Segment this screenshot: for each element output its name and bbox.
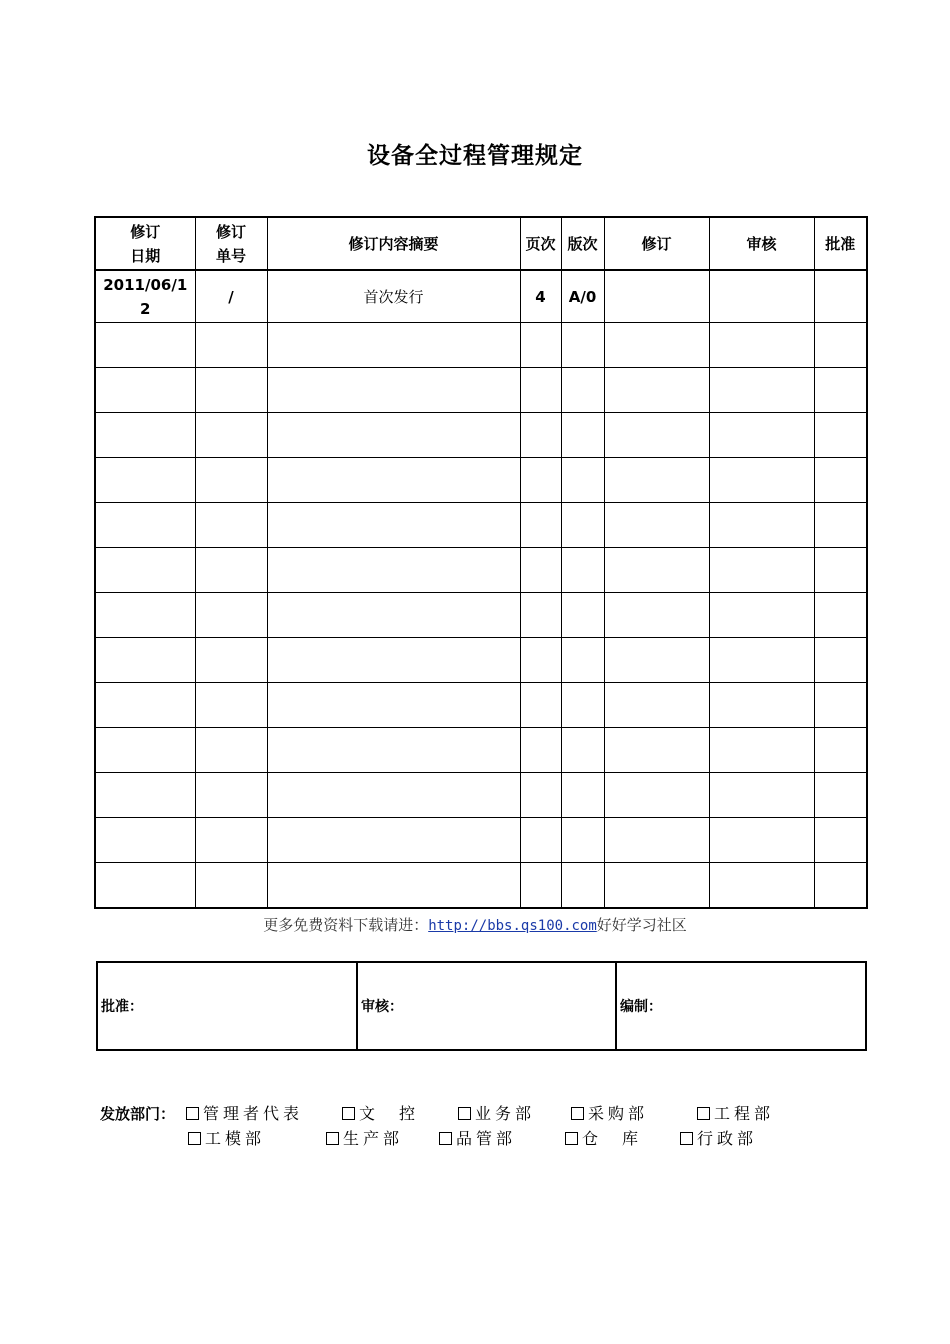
table-row <box>95 638 867 683</box>
empty-cell <box>814 323 867 368</box>
header-summary: 修订内容摘要 <box>267 217 520 270</box>
distribution-option-label: 工模部 <box>205 1129 266 1148</box>
cell-pages: 4 <box>520 270 561 323</box>
empty-cell <box>561 548 604 593</box>
sign-prepare: 编制： <box>616 962 866 1050</box>
table-row <box>95 773 867 818</box>
empty-cell <box>561 818 604 863</box>
empty-cell <box>195 773 267 818</box>
header-approve: 批准 <box>814 217 867 270</box>
empty-cell <box>814 728 867 773</box>
header-revise: 修订 <box>604 217 709 270</box>
empty-cell <box>95 503 195 548</box>
empty-cell <box>195 503 267 548</box>
empty-cell <box>814 368 867 413</box>
empty-cell <box>195 683 267 728</box>
empty-cell <box>520 548 561 593</box>
empty-cell <box>267 413 520 458</box>
distribution-option-label: 行政部 <box>697 1129 758 1148</box>
sign-review: 审核： <box>357 962 616 1050</box>
distribution-option-label: 管理者代表 <box>203 1104 304 1123</box>
empty-cell <box>604 863 709 909</box>
empty-cell <box>604 683 709 728</box>
empty-cell <box>195 368 267 413</box>
checkbox-icon[interactable] <box>697 1107 710 1120</box>
signature-table <box>96 961 867 1051</box>
checkbox-icon[interactable] <box>680 1132 693 1145</box>
distribution-option[interactable] <box>439 1126 516 1151</box>
empty-cell <box>95 548 195 593</box>
empty-cell <box>604 818 709 863</box>
empty-cell <box>709 368 814 413</box>
empty-cell <box>561 458 604 503</box>
empty-cell <box>95 593 195 638</box>
empty-cell <box>195 638 267 683</box>
empty-cell <box>561 413 604 458</box>
empty-cell <box>814 638 867 683</box>
empty-cell <box>267 548 520 593</box>
distribution-option[interactable] <box>342 1101 419 1126</box>
empty-cell <box>814 593 867 638</box>
checkbox-icon[interactable] <box>342 1107 355 1120</box>
empty-cell <box>267 773 520 818</box>
distribution-option[interactable] <box>571 1101 648 1126</box>
empty-cell <box>267 368 520 413</box>
empty-cell <box>267 458 520 503</box>
empty-cell <box>561 728 604 773</box>
cell-date: 2011/06/1 2 <box>95 270 195 323</box>
document-title: 设备全过程管理规定 <box>367 143 583 169</box>
table-row <box>95 818 867 863</box>
header-revision-number: 修订 单号 <box>195 217 267 270</box>
empty-cell <box>604 773 709 818</box>
empty-cell <box>520 413 561 458</box>
empty-cell <box>520 638 561 683</box>
distribution-option[interactable] <box>458 1101 535 1126</box>
distribution-option-label: 仓 库 <box>582 1129 643 1148</box>
empty-cell <box>520 683 561 728</box>
empty-cell <box>604 413 709 458</box>
empty-cell <box>95 773 195 818</box>
empty-cell <box>561 368 604 413</box>
empty-cell <box>709 503 814 548</box>
empty-cell <box>604 368 709 413</box>
distribution-option[interactable] <box>697 1101 774 1126</box>
distribution-option-label: 品管部 <box>456 1129 517 1148</box>
table-row <box>95 458 867 503</box>
distribution-option-label: 业务部 <box>475 1104 536 1123</box>
table-row <box>95 503 867 548</box>
empty-cell <box>267 818 520 863</box>
table-row <box>95 270 867 323</box>
header-pages: 页次 <box>520 217 561 270</box>
note-link[interactable]: http://bbs.qs100.com <box>428 918 597 934</box>
checkbox-icon[interactable] <box>565 1132 578 1145</box>
empty-cell <box>604 548 709 593</box>
download-note <box>0 914 950 935</box>
empty-cell <box>814 458 867 503</box>
distribution-option[interactable] <box>326 1126 403 1151</box>
empty-cell <box>709 458 814 503</box>
empty-cell <box>267 593 520 638</box>
empty-cell <box>195 548 267 593</box>
empty-cell <box>95 413 195 458</box>
empty-cell <box>561 593 604 638</box>
distribution-section <box>100 1101 175 1127</box>
header-revision-date: 修订 日期 <box>95 217 195 270</box>
empty-cell <box>604 323 709 368</box>
empty-cell <box>604 503 709 548</box>
empty-cell <box>709 728 814 773</box>
empty-cell <box>561 683 604 728</box>
empty-cell <box>267 323 520 368</box>
empty-cell <box>604 458 709 503</box>
empty-cell <box>709 638 814 683</box>
empty-cell <box>95 818 195 863</box>
empty-cell <box>709 413 814 458</box>
cell-version: A/0 <box>561 270 604 323</box>
empty-cell <box>709 548 814 593</box>
empty-cell <box>561 323 604 368</box>
empty-cell <box>520 458 561 503</box>
sign-approve: 批准： <box>97 962 357 1050</box>
empty-cell <box>195 413 267 458</box>
table-row <box>95 863 867 909</box>
empty-cell <box>814 503 867 548</box>
empty-cell <box>561 503 604 548</box>
empty-cell <box>814 413 867 458</box>
empty-cell <box>561 638 604 683</box>
empty-cell <box>195 863 267 909</box>
empty-cell <box>267 638 520 683</box>
distribution-option[interactable] <box>186 1101 303 1126</box>
empty-cell <box>604 728 709 773</box>
table-header-row <box>95 217 867 270</box>
empty-cell <box>520 593 561 638</box>
checkbox-icon[interactable] <box>439 1132 452 1145</box>
distribution-option-label: 工程部 <box>714 1104 775 1123</box>
empty-cell <box>267 683 520 728</box>
empty-cell <box>95 368 195 413</box>
empty-cell <box>195 458 267 503</box>
table-row <box>95 593 867 638</box>
distribution-option[interactable] <box>680 1126 757 1151</box>
cell-summary: 首次发行 <box>267 270 520 323</box>
empty-cell <box>195 593 267 638</box>
empty-cell <box>561 773 604 818</box>
empty-cell <box>604 638 709 683</box>
empty-cell <box>195 728 267 773</box>
cell-review <box>709 270 814 323</box>
empty-cell <box>267 728 520 773</box>
empty-cell <box>520 818 561 863</box>
empty-cell <box>195 323 267 368</box>
table-row <box>95 548 867 593</box>
distribution-option[interactable] <box>188 1126 265 1151</box>
header-version: 版次 <box>561 217 604 270</box>
empty-cell <box>709 323 814 368</box>
note-prefix: 更多免费资料下载请进： <box>263 916 429 934</box>
distribution-option-label: 采购部 <box>588 1104 649 1123</box>
checkbox-icon[interactable] <box>571 1107 584 1120</box>
empty-cell <box>709 818 814 863</box>
header-review: 审核 <box>709 217 814 270</box>
checkbox-icon[interactable] <box>188 1132 201 1145</box>
empty-cell <box>520 323 561 368</box>
table-row <box>95 683 867 728</box>
table-row <box>95 413 867 458</box>
empty-cell <box>709 773 814 818</box>
cell-number: / <box>195 270 267 323</box>
empty-cell <box>709 593 814 638</box>
cell-revise <box>604 270 709 323</box>
table-row <box>95 368 867 413</box>
empty-cell <box>195 818 267 863</box>
empty-cell <box>95 863 195 909</box>
empty-cell <box>709 683 814 728</box>
empty-cell <box>95 323 195 368</box>
empty-cell <box>520 368 561 413</box>
empty-cell <box>95 683 195 728</box>
empty-cell <box>604 593 709 638</box>
empty-cell <box>267 503 520 548</box>
empty-cell <box>95 728 195 773</box>
table-row <box>95 323 867 368</box>
checkbox-icon[interactable] <box>326 1132 339 1145</box>
empty-cell <box>709 863 814 909</box>
empty-cell <box>520 863 561 909</box>
note-suffix: 好好学习社区 <box>596 916 687 934</box>
empty-cell <box>520 728 561 773</box>
distribution-option-label: 文 控 <box>359 1104 420 1123</box>
empty-cell <box>95 458 195 503</box>
empty-cell <box>814 773 867 818</box>
empty-cell <box>814 548 867 593</box>
empty-cell <box>520 503 561 548</box>
distribution-option[interactable] <box>565 1126 642 1151</box>
distribution-option-label: 生产部 <box>343 1129 404 1148</box>
empty-cell <box>520 773 561 818</box>
empty-cell <box>267 863 520 909</box>
empty-cell <box>95 638 195 683</box>
checkbox-icon[interactable] <box>186 1107 199 1120</box>
empty-cell <box>561 863 604 909</box>
empty-cell <box>814 683 867 728</box>
distribution-label: 发放部门： <box>100 1105 176 1123</box>
table-row <box>95 728 867 773</box>
empty-cell <box>814 863 867 909</box>
checkbox-icon[interactable] <box>458 1107 471 1120</box>
cell-approve <box>814 270 867 323</box>
empty-cell <box>814 818 867 863</box>
revision-table <box>94 216 868 909</box>
